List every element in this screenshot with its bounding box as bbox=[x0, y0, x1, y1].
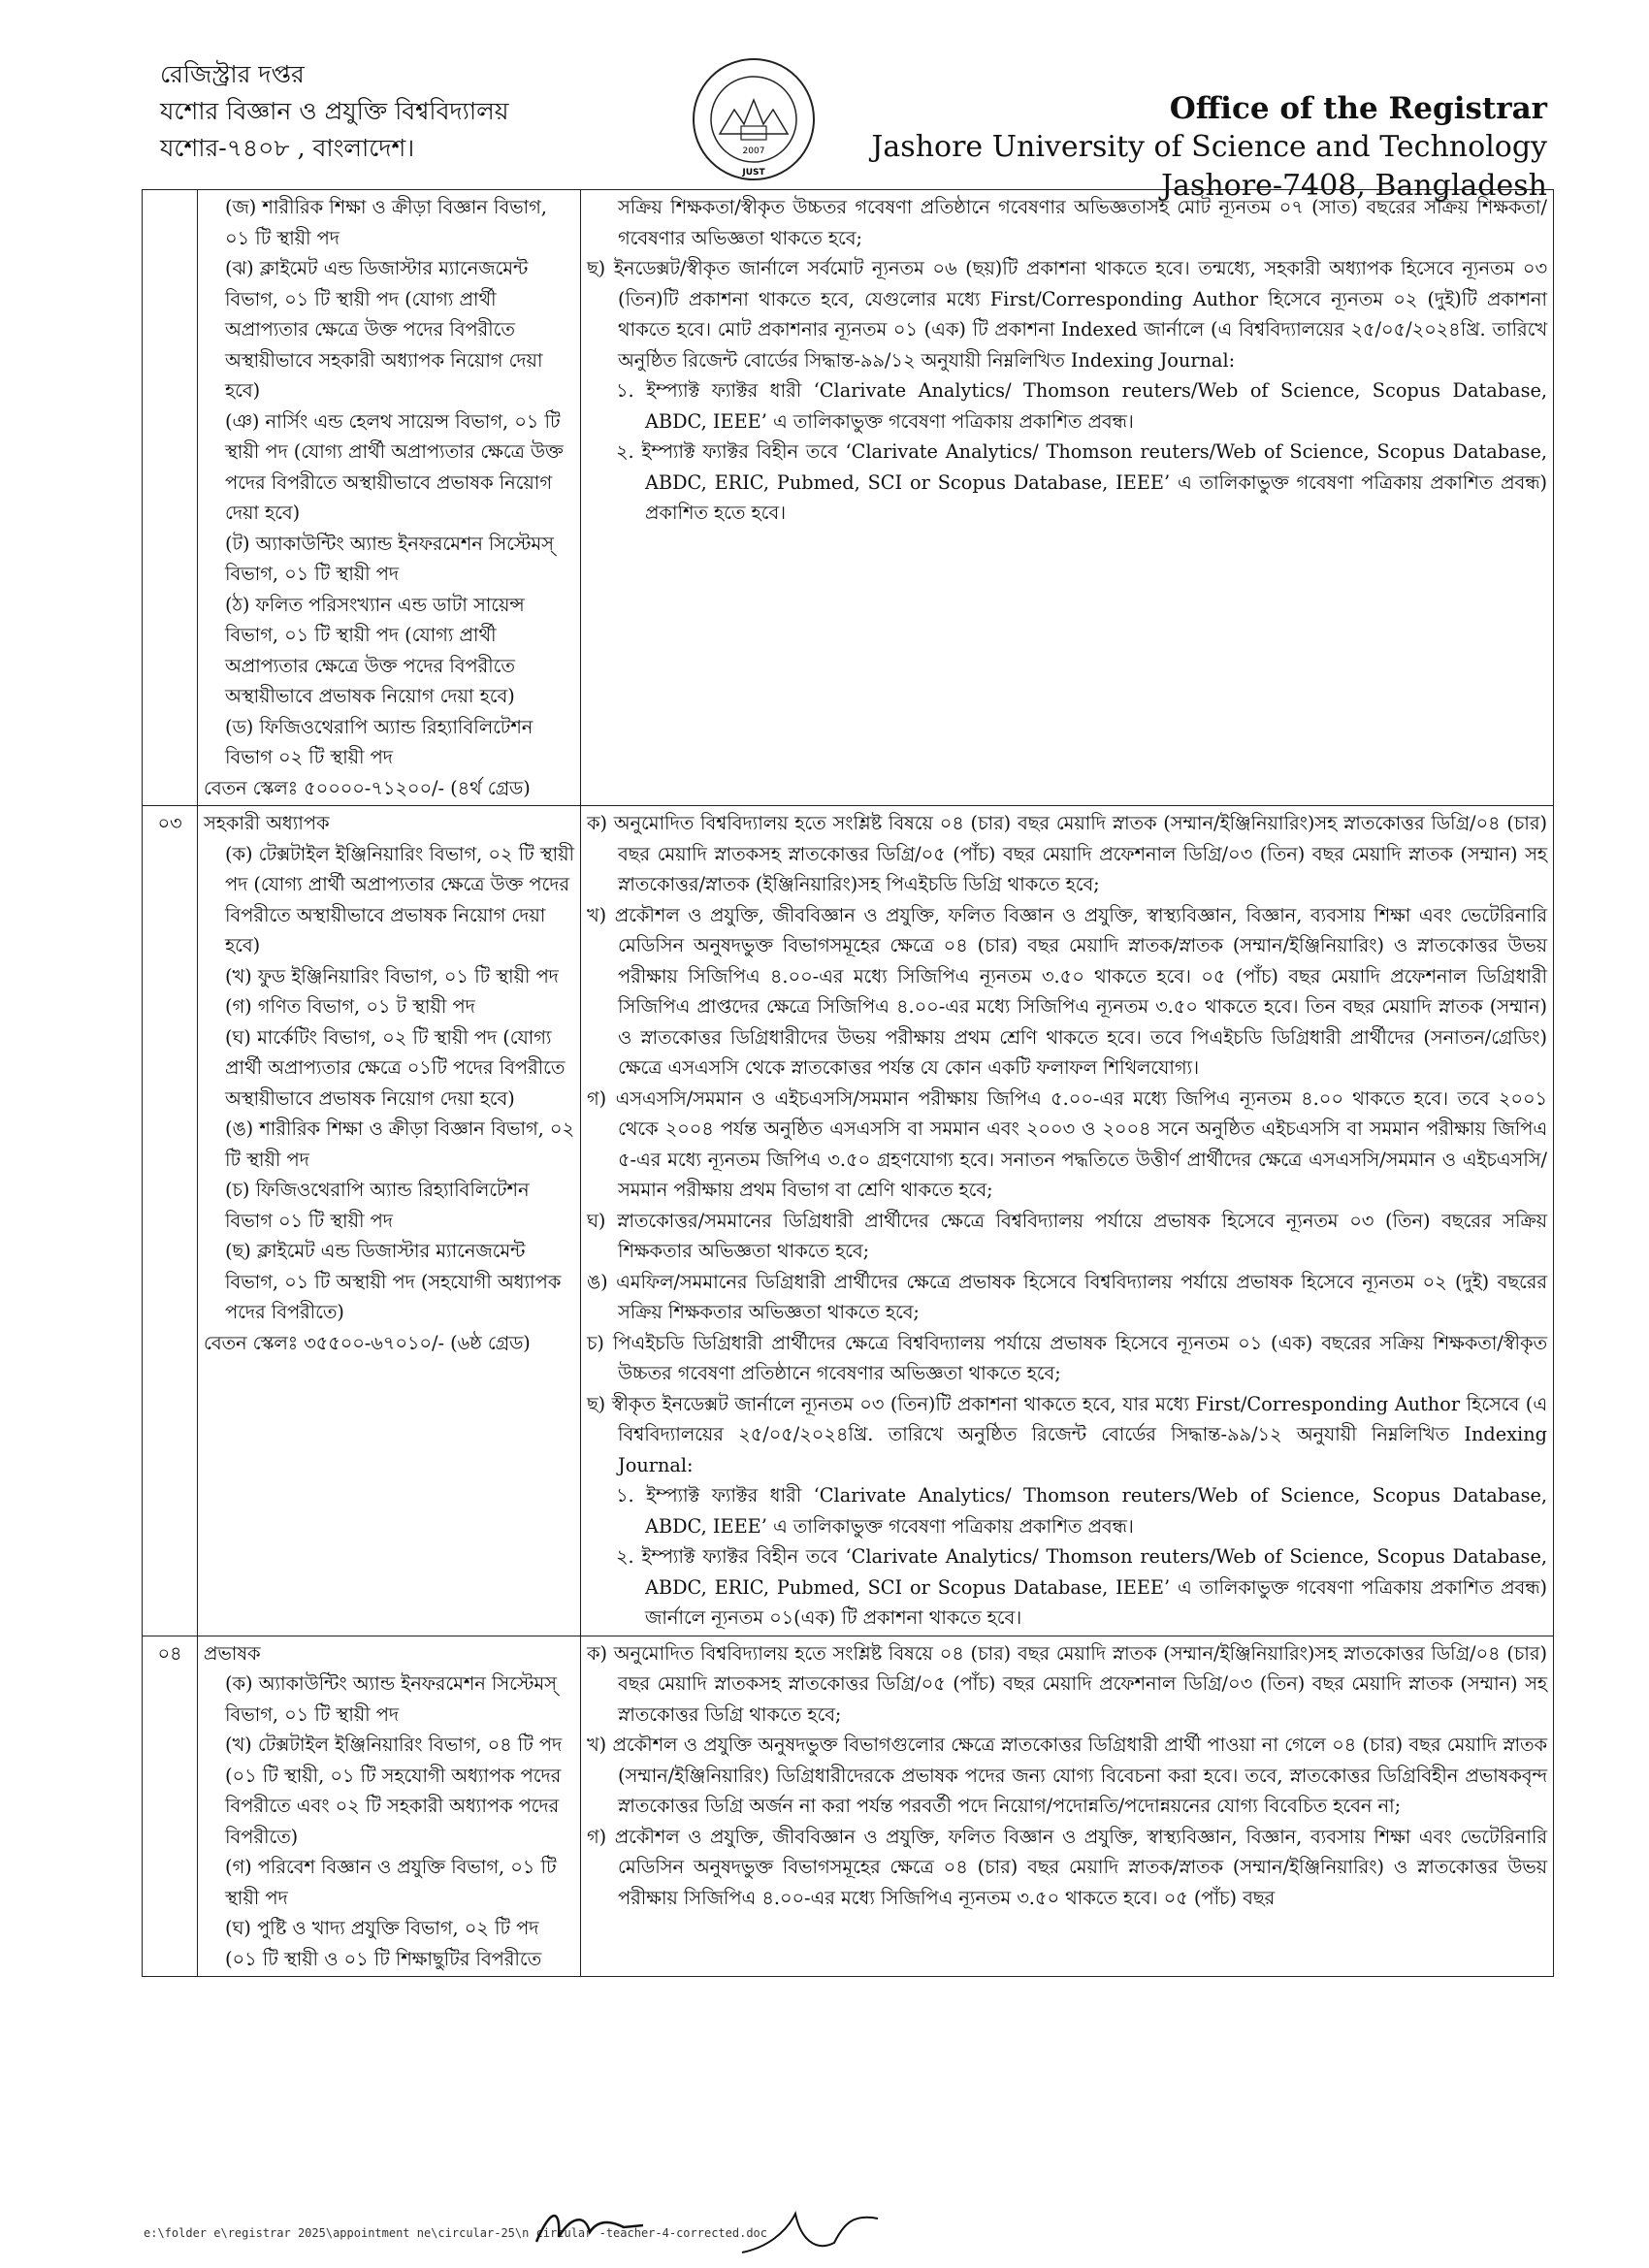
requirements-cell bbox=[581, 806, 1554, 1636]
post-cell bbox=[198, 1636, 581, 1977]
signature-mark bbox=[737, 2194, 883, 2262]
salary-scale: বেতন স্কেলঃ ৩৫৫০০-৬৭০১০/- (৬ষ্ঠ গ্রেড) bbox=[204, 1331, 531, 1354]
header-english bbox=[871, 89, 1547, 206]
post-cell bbox=[198, 190, 581, 806]
office-name-bn: রেজিস্ট্রার দপ্তর bbox=[160, 60, 305, 88]
post-item: (ঘ) পুষ্টি ও খাদ্য প্রযুক্তি বিভাগ, ০২ টি পদ (০১ টি স্থায়ী ও ০১ টি শিক্ষাছুটির বিপরীতে bbox=[225, 1917, 542, 1970]
requirement-item: সক্রিয় শিক্ষকতা/স্বীকৃত উচ্চতর গবেষণা প্রতিষ্ঠানে গবেষণার অভিজ্ঞতাসহ মোট ন্যূনতম ০৭ (সাত) বছরের সক্রিয় শিক্ষকতা/গবেষণার অভিজ্ঞতা থাকতে হবে; bbox=[618, 196, 1547, 249]
file-path-footer: e:\folder e\registrar 2025\appointment ne\circular-25\n circular -teacher-4-corrected.doc bbox=[144, 2226, 767, 2240]
requirement-item: ঘ) স্নাতকোত্তর/সমমানের ডিগ্রিধারী প্রার্থীদের ক্ষেত্রে বিশ্ববিদ্যালয় পর্যায়ে প্রভাষক হিসেবে ন্যূনতম ০৩ (তিন) বছরের সক্রিয় শিক্ষকতার অভিজ্ঞতা থাকতে হবে; bbox=[587, 1209, 1547, 1262]
table-row-continued bbox=[143, 190, 1554, 806]
requirement-item: গ) প্রকৌশল ও প্রযুক্তি, জীববিজ্ঞান ও প্রযুক্তি, ফলিত বিজ্ঞান ও প্রযুক্তি, স্বাস্থ্যবিজ্ঞান, বিজ্ঞান, ব্যবসায় শিক্ষা এবং ভেটেরিনারি মেডিসিন অনুষদভুক্ত বিভাগসমূহের ক্ষেত্রে ০৪ (চার) বছর মেয়াদি স্নাতক/স্নাতক (সম্মান/ইঞ্জিনিয়ারিং) ও স্নাতকোত্তর উভয় পরীক্ষায় সিজিপিএ ৪.০০-এর মধ্যে সিজিপিএ ন্যূনতম ৩.৫০ থাকতে হবে। ০৫ (পাঁচ) বছর bbox=[587, 1825, 1547, 1909]
requirements-cell bbox=[581, 1636, 1554, 1977]
post-item: (গ) পরিবেশ বিজ্ঞান ও প্রযুক্তি বিভাগ, ০১ টি স্থায়ী পদ bbox=[225, 1856, 557, 1909]
indexing-item: ১. ইম্প্যাক্ট ফ্যাক্টর ধারী ‘Clarivate Analytics/ Thomson reuters/Web of Science, Scopus Database, ABDC, IEEE’ এ তালিকাভুক্ত গবেষণা পত্রিকায় প্রকাশিত প্রবন্ধ। bbox=[616, 1484, 1547, 1538]
requirement-item: ক) অনুমোদিত বিশ্ববিদ্যালয় হতে সংশ্লিষ্ট বিষয়ে ০৪ (চার) বছর মেয়াদি স্নাতক (সম্মান/ইঞ্জিনিয়ারিং)সহ স্নাতকোত্তর ডিগ্রি/০৪ (চার) বছর মেয়াদি স্নাতকসহ স্নাতকোত্তর ডিগ্রি/০৫ (পাঁচ) বছর মেয়াদি প্রফেশনাল ডিগ্রি/০৩ (তিন) বছর মেয়াদি স্নাতক (সম্মান) সহ স্নাতকোত্তর ডিগ্রি থাকতে হবে; bbox=[587, 1641, 1547, 1726]
post-item: (ড) ফিজিওথেরাপি অ্যান্ড রিহ্যাবিলিটেশন বিভাগ ০২ টি স্থায়ী পদ bbox=[225, 715, 534, 768]
office-name-en: Office of the Registrar bbox=[1169, 91, 1547, 126]
requirement-item: ছ) ইনডেক্সট/স্বীকৃত জার্নালে সর্বমোট ন্যূনতম ০৬ (ছয়)টি প্রকাশনা থাকতে হবে। তন্মধ্যে, সহকারী অধ্যাপক হিসেবে ন্যূনতম ০৩ (তিন)টি প্রকাশনা থাকতে হবে, যেগুলোর মধ্যে First/Corresponding Author হিসেবে ন্যূনতম ০২ (দুই)টি প্রকাশনা থাকতে হবে। মোট প্রকাশনার ন্যূনতম ০১ (এক) টি প্রকাশনা Indexed জার্নালে (এ বিশ্ববিদ্যালয়ের ২৫/০৫/২০২৪খ্রি. তারিখে অনুষ্ঠিত রিজেন্ট বোর্ডের সিদ্ধান্ত-৯৯/১২ অনুযায়ী নিম্নলিখিত Indexing Journal: bbox=[587, 257, 1547, 372]
address-en: Jashore-7408, Bangladesh bbox=[1161, 169, 1547, 203]
post-item: (ট) অ্যাকাউন্টিং অ্যান্ড ইনফরমেশন সিস্টেমস্ বিভাগ, ০১ টি স্থায়ী পদ bbox=[225, 532, 554, 585]
seal-abbr: JUST bbox=[742, 168, 765, 178]
requirement-item: ছ) স্বীকৃত ইনডেক্সট জার্নালে ন্যূনতম ০৩ (তিন)টি প্রকাশনা থাকতে হবে, যার মধ্যে First/Corresponding Author হিসেবে (এ বিশ্ববিদ্যালয়ের ২৫/০৫/২০২৪খ্রি. তারিখে অনুষ্ঠিত রিজেন্ট বোর্ডের সিদ্ধান্ত-৯৯/১২ অনুযায়ী নিম্নলিখিত Indexing Journal: bbox=[587, 1392, 1547, 1476]
requirement-item: গ) এসএসসি/সমমান ও এইচএসসি/সমমান পরীক্ষায় জিপিএ ৫.০০-এর মধ্যে জিপিএ ন্যূনতম ৪.০০ থাকতে হবে। তবে ২০০১ থেকে ২০০৪ পর্যন্ত অনুষ্ঠিত এসএসসি বা সমমান এবং ২০০৩ ও ২০০৪ সনে অনুষ্ঠিত এইচএসসি বা সমমান পরীক্ষায় জিপিএ ৫-এর মধ্যে ন্যূনতম জিপিএ ৩.৫০ গ্রহণযোগ্য হবে। সনাতন পদ্ধতিতে উত্তীর্ণ প্রার্থীদের ক্ষেত্রে এসএসসি/সমমান ও এইচএসসি/সমমান পরীক্ষায় প্রথম বিভাগ বা শ্রেণি থাকতে হবে; bbox=[587, 1086, 1547, 1201]
post-item: (ক) অ্যাকাউন্টিং অ্যান্ড ইনফরমেশন সিস্টেমস্ বিভাগ, ০১ টি স্থায়ী পদ bbox=[225, 1672, 557, 1726]
table-row-03 bbox=[143, 806, 1554, 1636]
post-item: (ঙ) শারীরিক শিক্ষা ও ক্রীড়া বিজ্ঞান বিভাগ, ০২ টি স্থায়ী পদ bbox=[225, 1118, 574, 1171]
post-item: (ঝ) ক্লাইমেট এন্ড ডিজাস্টার ম্যানেজমেন্ট বিভাগ, ০১ টি স্থায়ী পদ (যোগ্য প্রার্থী অপ্রাপ্যতার ক্ষেত্রে উক্ত পদের বিপরীতে অস্থায়ীভাবে সহকারী অধ্যাপক নিয়োগ দেয়া হবে) bbox=[225, 257, 543, 402]
post-item: (জ) শারীরিক শিক্ষা ও ক্রীড়া বিজ্ঞান বিভাগ, ০১ টি স্থায়ী পদ bbox=[225, 196, 547, 249]
address-bn: যশোর-৭৪০৮ , বাংলাদেশ। bbox=[160, 134, 415, 162]
indexing-item: ২. ইম্প্যাক্ট ফ্যাক্টর বিহীন তবে ‘Clarivate Analytics/ Thomson reuters/Web of Science, Scopus Database, ABDC, ERIC, Pubmed, SCI or Scopus Database, IEEE’ এ তালিকাভুক্ত গবেষণা পত্রিকায় প্রকাশিত প্রবন্ধ) জার্নালে ন্যূনতম ০১(এক) টি প্রকাশনা থাকতে হবে। bbox=[616, 1545, 1547, 1629]
serial-cell: ০৪ bbox=[143, 1636, 198, 1977]
university-name-en: Jashore University of Science and Technology bbox=[871, 130, 1547, 164]
serial-cell: ০৩ bbox=[143, 806, 198, 1636]
university-seal-logo bbox=[691, 56, 817, 182]
seal-year: 2007 bbox=[742, 146, 765, 156]
header-bangla bbox=[160, 56, 509, 167]
post-title: সহকারী অধ্যাপক bbox=[204, 812, 330, 834]
post-item: (ছ) ক্লাইমেট এন্ড ডিজাস্টার ম্যানেজমেন্ট বিভাগ, ০১ টি অস্থায়ী পদ (সহযোগী অধ্যাপক পদের বিপরীতে) bbox=[225, 1240, 562, 1323]
post-title: প্রভাষক bbox=[204, 1641, 261, 1665]
post-item: (ঞ) নার্সিং এন্ড হেলথ সায়েন্স বিভাগ, ০১ টি স্থায়ী পদ (যোগ্য প্রার্থী অপ্রাপ্যতার ক্ষেত্রে উক্ত পদের বিপরীতে অস্থায়ীভাবে প্রভাষক নিয়োগ দেয়া হবে) bbox=[225, 409, 564, 524]
indexing-item: ১. ইম্প্যাক্ট ফ্যাক্টর ধারী ‘Clarivate Analytics/ Thomson reuters/Web of Science, Scopus Database, ABDC, IEEE’ এ তালিকাভুক্ত গবেষণা পত্রিকায় প্রকাশিত প্রবন্ধ। bbox=[616, 379, 1547, 433]
post-item: (খ) ফুড ইঞ্জিনিয়ারিং বিভাগ, ০১ টি স্থায়ী পদ bbox=[225, 964, 559, 988]
salary-scale: বেতন স্কেলঃ ৫০০০০-৭১২০০/- (৪র্থ গ্রেড) bbox=[204, 776, 531, 799]
requirement-item: ক) অনুমোদিত বিশ্ববিদ্যালয় হতে সংশ্লিষ্ট বিষয়ে ০৪ (চার) বছর মেয়াদি স্নাতক (সম্মান/ইঞ্জিনিয়ারিং)সহ স্নাতকোত্তর ডিগ্রি/০৪ (চার) বছর মেয়াদি স্নাতকসহ স্নাতকোত্তর ডিগ্রি/০৫ (পাঁচ) বছর মেয়াদি প্রফেশনাল ডিগ্রি/০৩ (তিন) বছর মেয়াদি স্নাতক (সম্মান) সহ স্নাতকোত্তর/স্নাতক (ইঞ্জিনিয়ারিং)সহ পিএইচডি ডিগ্রি থাকতে হবে; bbox=[587, 812, 1547, 895]
post-item: (ঘ) মার্কেটিং বিভাগ, ০২ টি স্থায়ী পদ (যোগ্য প্রার্থী অপ্রাপ্যতার ক্ষেত্রে ০১টি পদের বিপরীতে অস্থায়ীভাবে প্রভাষক নিয়োগ দেয়া হবে) bbox=[225, 1025, 566, 1110]
requirements-cell bbox=[581, 190, 1554, 806]
university-name-bn: যশোর বিজ্ঞান ও প্রযুক্তি বিশ্ববিদ্যালয় bbox=[160, 97, 509, 125]
requirement-item: চ) পিএইচডি ডিগ্রিধারী প্রার্থীদের ক্ষেত্রে বিশ্ববিদ্যালয় পর্যায়ে প্রভাষক হিসেবে ন্যূনতম ০১ (এক) বছরের সক্রিয় শিক্ষকতা/স্বীকৃত উচ্চতর গবেষণা প্রতিষ্ঠানে গবেষণার অভিজ্ঞতা থাকতে হবে; bbox=[587, 1331, 1547, 1384]
post-item: (ঠ) ফলিত পরিসংখ্যান এন্ড ডাটা সায়েন্স বিভাগ, ০১ টি স্থায়ী পদ (যোগ্য প্রার্থী অপ্রাপ্যতার ক্ষেত্রে উক্ত পদের বিপরীতে অস্থায়ীভাবে প্রভাষক নিয়োগ দেয়া হবে) bbox=[225, 593, 525, 707]
post-item: (খ) টেক্সটাইল ইঞ্জিনিয়ারিং বিভাগ, ০৪ টি পদ (০১ টি স্থায়ী, ০১ টি সহযোগী অধ্যাপক পদের বিপরীতে এবং ০২ টি সহকারী অধ্যাপক পদের বিপরীতে) bbox=[225, 1733, 563, 1848]
table-row-04 bbox=[143, 1636, 1554, 1977]
requirement-item: খ) প্রকৌশল ও প্রযুক্তি, জীববিজ্ঞান ও প্রযুক্তি, ফলিত বিজ্ঞান ও প্রযুক্তি, স্বাস্থ্যবিজ্ঞান, বিজ্ঞান, ব্যবসায় শিক্ষা এবং ভেটেরিনারি মেডিসিন অনুষদভুক্ত বিভাগসমূহের ক্ষেত্রে ০৪ (চার) বছর মেয়াদি স্নাতক/স্নাতক (সম্মান/ইঞ্জিনিয়ারিং) ও স্নাতকোত্তর উভয় পরীক্ষায় সিজিপিএ ৪.০০-এর মধ্যে সিজিপিএ ন্যূনতম ৩.৫০ থাকতে হবে। ০৫ (পাঁচ) বছর মেয়াদি প্রফেশনাল ডিগ্রিধারী সিজিপিএ প্রাপ্তদের ক্ষেত্রে সিজিপিএ ৪.০০-এর মধ্যে সিজিপিএ ন্যূনতম ৩.৫০ থাকতে হবে। তিন বছর মেয়াদি স্নাতক (সম্মান) ও স্নাতকোত্তর ডিগ্রিধারীদের উভয় পরীক্ষায় প্রথম শ্রেণি থাকতে হবে। তবে পিএইচডি ডিগ্রিধারী প্রার্থীদের (সনাতন/গ্রেডিং) ক্ষেত্রে এসএসসি থেকে স্নাতকোত্তর পর্যন্ত যে কোন একটি ফলাফল শিথিলযোগ্য। bbox=[587, 903, 1547, 1079]
post-item: (চ) ফিজিওথেরাপি অ্যান্ড রিহ্যাবিলিটেশন বিভাগ ০১ টি স্থায়ী পদ bbox=[225, 1179, 530, 1232]
post-item: (গ) গণিত বিভাগ, ০১ ট স্থায়ী পদ bbox=[225, 995, 475, 1018]
post-item: (ক) টেক্সটাইল ইঞ্জিনিয়ারিং বিভাগ, ০২ টি স্থায়ী পদ (যোগ্য প্রার্থী অপ্রাপ্যতার ক্ষেত্রে উক্ত পদের বিপরীতে অস্থায়ীভাবে প্রভাষক নিয়োগ দেয়া হবে) bbox=[225, 842, 575, 956]
serial-cell bbox=[143, 190, 198, 806]
indexing-item: ২. ইম্প্যাক্ট ফ্যাক্টর বিহীন তবে ‘Clarivate Analytics/ Thomson reuters/Web of Science, Scopus Database, ABDC, ERIC, Pubmed, SCI or Scopus Database, IEEE’ এ তালিকাভুক্ত গবেষণা পত্রিকায় প্রকাশিত প্রবন্ধ) প্রকাশিত হতে হবে। bbox=[616, 440, 1547, 524]
circular-table bbox=[142, 189, 1554, 1977]
requirement-item: ঙ) এমফিল/সমমানের ডিগ্রিধারী প্রার্থীদের ক্ষেত্রে প্রভাষক হিসেবে বিশ্ববিদ্যালয় পর্যায়ে প্রভাষক হিসেবে ন্যূনতম ০২ (দুই) বছরের সক্রিয় শিক্ষকতার অভিজ্ঞতা থাকতে হবে; bbox=[587, 1270, 1547, 1323]
signature-mark bbox=[532, 2198, 648, 2256]
requirement-item: খ) প্রকৌশল ও প্রযুক্তি অনুষদভুক্ত বিভাগগুলোর ক্ষেত্রে স্নাতকোত্তর ডিগ্রিধারী প্রার্থী পাওয়া না গেলে ০৪ (চার) বছর মেয়াদি স্নাতক (সম্মান/ইঞ্জিনিয়ারিং) ডিগ্রিধারীদেরকে প্রভাষক পদের জন্য যোগ্য বিবেচনা করা হবে। তবে, স্নাতকোত্তর ডিগ্রিবিহীন প্রভাষকবৃন্দ স্নাতকোত্তর ডিগ্রি অর্জন না করা পর্যন্ত পরবর্তী পদে নিয়োগ/পদোন্নতি/পদোন্নয়নের যোগ্য বিবেচিত হবেন না; bbox=[587, 1733, 1547, 1817]
post-cell bbox=[198, 806, 581, 1636]
